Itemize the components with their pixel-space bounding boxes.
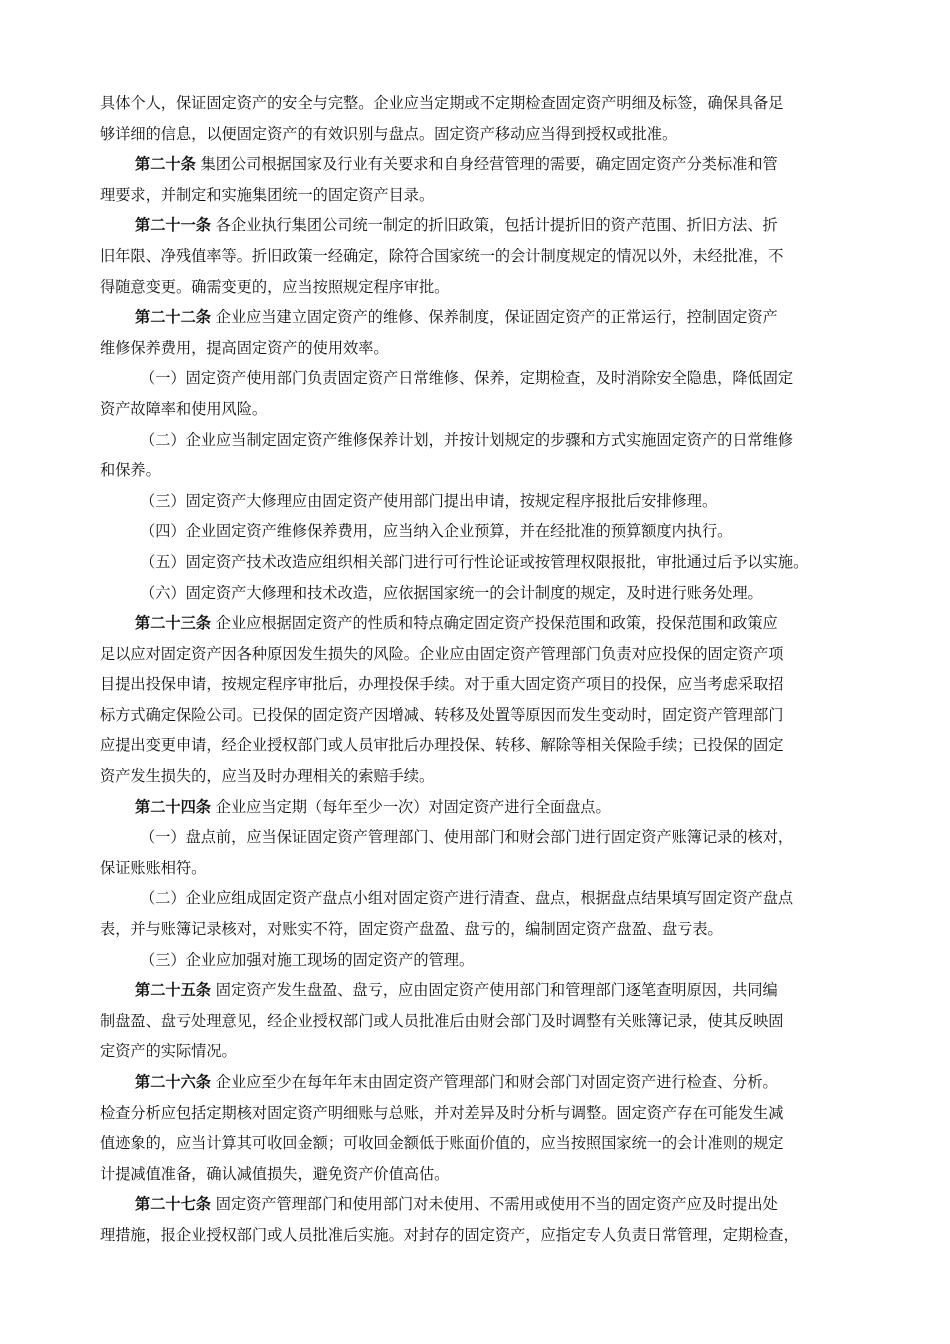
text-line bbox=[100, 761, 950, 792]
list-item-line bbox=[140, 547, 950, 578]
document-page bbox=[0, 88, 950, 1251]
list-item-line bbox=[140, 822, 950, 853]
line-text: 各企业执行集团公司统一制定的折旧政策，包括计提折旧的资产范围、折旧方法、折 bbox=[215, 216, 778, 235]
text-line bbox=[100, 333, 950, 364]
article-heading: 第二十四条 bbox=[135, 797, 211, 816]
list-item-line bbox=[140, 516, 950, 547]
article-line bbox=[135, 1189, 950, 1220]
line-text: （五）固定资产技术改造应组织相关部门进行可行性论证或按管理权限报批，审批通过后予以实施。 bbox=[140, 552, 809, 571]
line-text: 目提出投保申请，按规定程序审批后，办理投保手续。对于重大固定资产项目的投保，应当考虑采取招 bbox=[100, 675, 784, 694]
line-text: 标方式确定保险公司。已投保的固定资产因增减、转移及处置等原因而发生变动时，固定资产管理部门 bbox=[100, 705, 784, 724]
line-text: 制盘盈、盘亏处理意见，经企业授权部门或人员批准后由财会部门及时调整有关账簿记录，使其反映固 bbox=[100, 1011, 784, 1030]
text-line bbox=[100, 1159, 950, 1190]
line-text: 企业应根据固定资产的性质和特点确定固定资产投保范围和政策，投保范围和政策应 bbox=[215, 614, 778, 633]
text-line bbox=[100, 1006, 950, 1037]
article-line bbox=[135, 975, 950, 1006]
article-heading: 第二十七条 bbox=[135, 1195, 211, 1214]
text-line bbox=[100, 88, 950, 119]
article-line bbox=[135, 302, 950, 333]
line-text: 应提出变更申请，经企业授权部门或人员审批后办理投保、转移、解除等相关保险手续；已投保的固定 bbox=[100, 736, 784, 755]
line-text: 定资产的实际情况。 bbox=[100, 1042, 237, 1061]
list-item-line bbox=[140, 486, 950, 517]
line-text: 足以应对固定资产因各种原因发生损失的风险。企业应由固定资产管理部门负责对应投保的固定资产项 bbox=[100, 644, 784, 663]
article-line bbox=[135, 149, 950, 180]
text-line bbox=[100, 119, 950, 150]
article-line bbox=[135, 792, 950, 823]
line-text: 资产故障率和使用风险。 bbox=[100, 399, 268, 418]
line-text: （三）固定资产大修理应由固定资产使用部门提出申请，按规定程序报批后安排修理。 bbox=[140, 491, 718, 510]
list-item-line bbox=[140, 883, 950, 914]
text-line bbox=[100, 455, 950, 486]
line-text: 旧年限、净残值率等。折旧政策一经确定，除符合国家统一的会计制度规定的情况以外，未经批准，不 bbox=[100, 246, 784, 265]
line-text: 保证账账相符。 bbox=[100, 858, 207, 877]
article-heading: 第二十六条 bbox=[135, 1073, 211, 1091]
line-text: 表，并与账簿记录核对，对账实不符，固定资产盘盈、盘亏的，编制固定资产盘盈、盘亏表。 bbox=[100, 920, 723, 939]
list-item-line bbox=[140, 945, 950, 976]
text-line bbox=[100, 241, 950, 272]
text-line bbox=[100, 1220, 950, 1251]
line-text: 理措施，报企业授权部门或人员批准后实施。对封存的固定资产，应指定专人负责日常管理，定期检查， bbox=[100, 1225, 799, 1244]
article-line bbox=[135, 210, 950, 241]
line-text: 集团公司根据国家及行业有关要求和自身经营管理的需要，确定固定资产分类标准和管 bbox=[200, 155, 778, 174]
article-heading: 第二十三条 bbox=[135, 614, 211, 633]
text-line bbox=[100, 669, 950, 700]
article-line bbox=[135, 1067, 950, 1098]
list-item-line bbox=[140, 578, 950, 609]
list-item-line bbox=[140, 425, 950, 456]
line-text: （三）企业应加强对施工现场的固定资产的管理。 bbox=[140, 950, 475, 969]
text-line bbox=[100, 1036, 950, 1067]
text-line bbox=[100, 730, 950, 761]
line-text: 资产发生损失的，应当及时办理相关的索赔手续。 bbox=[100, 767, 435, 786]
text-line bbox=[100, 394, 950, 425]
line-text: 值迹象的，应当计算其可收回金额；可收回金额低于账面价值的，应当按照国家统一的会计准则的规定 bbox=[100, 1134, 784, 1153]
text-line bbox=[100, 853, 950, 884]
article-heading: 第二十条 bbox=[135, 155, 196, 174]
text-line bbox=[100, 1098, 950, 1129]
text-line bbox=[100, 914, 950, 945]
text-line bbox=[100, 272, 950, 303]
line-text: 计提减值准备，确认减值损失，避免资产价值高估。 bbox=[100, 1164, 450, 1183]
line-text: （一）固定资产使用部门负责固定资产日常维修、保养，定期检查，及时消除安全隐患，降低固定 bbox=[140, 369, 794, 388]
article-heading: 第二十二条 bbox=[135, 308, 211, 327]
text-line bbox=[100, 1128, 950, 1159]
text-line bbox=[100, 180, 950, 211]
line-text: （二）企业应当制定固定资产维修保养计划，并按计划规定的步骤和方式实施固定资产的日常维修 bbox=[140, 430, 794, 449]
line-text: 和保养。 bbox=[100, 461, 161, 480]
line-text: 理要求，并制定和实施集团统一的固定资产目录。 bbox=[100, 185, 435, 204]
article-heading: 第二十五条 bbox=[135, 981, 211, 1000]
line-text: （四）企业固定资产维修保养费用，应当纳入企业预算，并在经批准的预算额度内执行。 bbox=[140, 522, 733, 541]
article-heading: 第二十一条 bbox=[135, 216, 211, 235]
line-text: 维修保养费用，提高固定资产的使用效率。 bbox=[100, 338, 389, 357]
line-text: 固定资产管理部门和使用部门对未使用、不需用或使用不当的固定资产应及时提出处 bbox=[215, 1195, 778, 1214]
line-text: （一）盘点前，应当保证固定资产管理部门、使用部门和财会部门进行固定资产账簿记录的核对， bbox=[140, 828, 794, 847]
line-text: 企业应当定期（每年至少一次）对固定资产进行全面盘点。 bbox=[215, 797, 611, 816]
line-text: 够详细的信息，以便固定资产的有效识别与盘点。固定资产移动应当得到授权或批准。 bbox=[100, 124, 678, 143]
line-text: 具体个人，保证固定资产的安全与完整。企业应当定期或不定期检查固定资产明细及标签，确保具备足 bbox=[100, 94, 784, 112]
text-line bbox=[100, 700, 950, 731]
list-item-line bbox=[140, 363, 950, 394]
line-text: 得随意变更。确需变更的，应当按照规定程序审批。 bbox=[100, 277, 450, 296]
line-text: （六）固定资产大修理和技术改造，应依据国家统一的会计制度的规定，及时进行账务处理。 bbox=[140, 583, 763, 602]
article-line bbox=[135, 608, 950, 639]
line-text: （二）企业应组成固定资产盘点小组对固定资产进行清查、盘点，根据盘点结果填写固定资产盘点 bbox=[140, 889, 794, 908]
text-line bbox=[100, 639, 950, 670]
line-text: 企业应当建立固定资产的维修、保养制度，保证固定资产的正常运行，控制固定资产 bbox=[215, 308, 778, 327]
line-text: 企业应至少在每年年末由固定资产管理部门和财会部门对固定资产进行检查、分析。 bbox=[215, 1073, 778, 1091]
line-text: 检查分析应包括定期核对固定资产明细账与总账，并对差异及时分析与调整。固定资产存在可能发生减 bbox=[100, 1103, 784, 1122]
line-text: 固定资产发生盘盈、盘亏，应由固定资产使用部门和管理部门逐笔查明原因，共同编 bbox=[215, 981, 778, 1000]
